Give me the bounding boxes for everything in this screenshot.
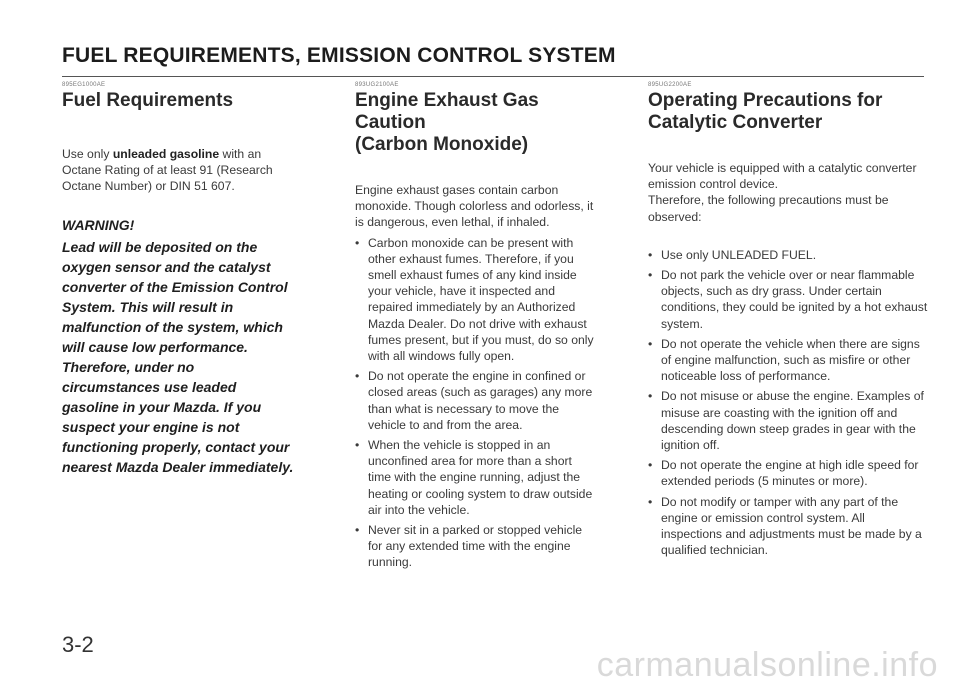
list-item: • Carbon monoxide can be present with other exhaust fumes. Therefore, if you smell exhaust fumes of any kind inside your vehicle, have it inspected and repaired immediately by an Authorized Mazda Dealer. Do not drive with exhaust fumes present, but if you must, do so only with all windows fully open. xyxy=(355,235,595,365)
fuel-requirements-section xyxy=(62,82,294,477)
catalytic-converter-section xyxy=(648,82,928,562)
list-item: • When the vehicle is stopped in an unconfined area for more than a short time with the engine running, adjust the heating or cooling system to draw outside air into the vehicle. xyxy=(355,437,595,518)
section-heading xyxy=(355,90,595,156)
para-bold-text: unleaded gasoline xyxy=(112,147,220,161)
intro-paragraph: Engine exhaust gases contain carbon monoxide. Though colorless and odorless, it is dangerous, even lethal, if inhaled. xyxy=(355,183,594,230)
para-text-start: Use only xyxy=(62,147,113,161)
page-number: 3-2 xyxy=(62,632,94,657)
warning-title: WARNING! xyxy=(62,216,135,233)
section-heading xyxy=(648,90,928,134)
intro-paragraph: Your vehicle is equipped with a catalytic converter emission control device. xyxy=(648,161,917,192)
section-code: 893UG2100AE xyxy=(355,82,399,88)
heading-line-2: Catalytic Converter xyxy=(648,112,823,133)
exhaust-gas-section xyxy=(355,82,595,575)
list-item: • Do not operate the engine at high idle speed for extended periods (5 minutes or more). xyxy=(648,457,928,489)
section-code: 895EG1000AE xyxy=(62,82,106,88)
para-text-end: with an Octane Rating of at least 91 (Research Octane Number) or DIN 51 607. xyxy=(62,147,273,194)
heading-line-1: Engine Exhaust Gas Caution xyxy=(355,90,539,133)
list-item: • Do not operate the vehicle when there are signs of engine malfunction, such as misfire or other noticeable loss of performance. xyxy=(648,336,928,385)
list-item: • Use only UNLEADED FUEL. xyxy=(648,247,928,263)
section-heading: Fuel Requirements xyxy=(62,90,234,111)
list-item: • Do not operate the engine in confined or closed areas (such as garages) any more than what is necessary to move the vehicle to and from the area. xyxy=(355,368,595,433)
page-title: FUEL REQUIREMENTS, EMISSION CONTROL SYSTEM xyxy=(62,44,616,67)
list-item: • Never sit in a parked or stopped vehicle for any extended time with the engine running. xyxy=(355,522,595,571)
list-item: • Do not modify or tamper with any part of the engine or emission control system. All inspections and adjustments must be made by a qualified technician. xyxy=(648,494,928,559)
bullet-list xyxy=(355,235,595,571)
warning-text: Lead will be deposited on the oxygen sensor and the catalyst converter of the Emission Control System. This will result in malfunction of the system, which will cause low performance. Therefore, under no circumstances use leaded gasoline in your Mazda. If you suspect your engine is not functioning properly, contact your nearest Mazda Dealer immediately. xyxy=(62,238,294,475)
list-item: • Do not misuse or abuse the engine. Examples of misuse are coasting with the ignition off and descending down steep grades in gear with the ignition off. xyxy=(648,388,928,453)
bullet-list xyxy=(648,247,928,559)
list-item: • Do not park the vehicle over or near flammable objects, such as dry grass. Under certain conditions, they could be ignited by a hot exhaust system. xyxy=(648,267,928,332)
heading-line-2: (Carbon Monoxide) xyxy=(355,134,529,155)
title-rule xyxy=(62,76,924,77)
fuel-paragraph xyxy=(62,146,294,195)
heading-line-1: Operating Precautions for xyxy=(648,90,883,111)
intro-paragraph: Therefore, the following precautions must be observed: xyxy=(648,193,889,224)
watermark: carmanualsonline.info xyxy=(596,646,938,684)
section-code: 895UG2200AE xyxy=(648,82,692,88)
